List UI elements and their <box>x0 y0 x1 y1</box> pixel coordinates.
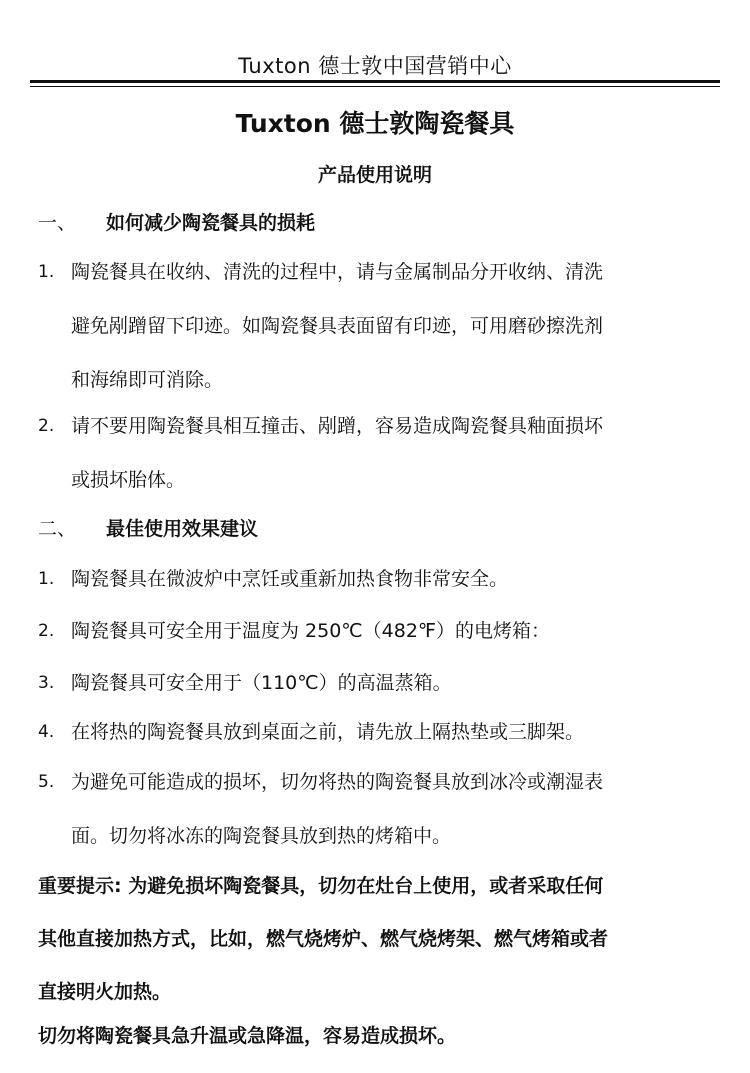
notice-line: 其他直接加热方式，比如，燃气烧烤炉、燃气烧烤架、燃气烤箱或者 <box>38 928 609 950</box>
header-rule-thick <box>30 80 720 83</box>
item-text <box>71 769 720 849</box>
warning-line: 切勿将陶瓷餐具急升温或急降温，容易造成损坏。 <box>38 1025 457 1047</box>
header-rule-thin <box>30 86 720 87</box>
important-notice <box>38 873 720 1005</box>
item-text <box>71 413 720 493</box>
final-warning <box>38 1023 720 1049</box>
item-text <box>71 618 720 644</box>
item-line: 陶瓷餐具可安全用于温度为 250℃（482℉）的电烤箱： <box>71 620 550 642</box>
document-title: Tuxton 德士敦陶瓷餐具 <box>235 109 515 138</box>
item-line: 在将热的陶瓷餐具放到桌面之前，请先放上隔热垫或三脚架。 <box>71 721 585 743</box>
item-line: 和海绵即可消除。 <box>71 369 224 391</box>
notice-line: 直接明火加热。 <box>38 981 172 1003</box>
section-title: 如何减少陶瓷餐具的损耗 <box>106 212 316 234</box>
item-text <box>71 719 720 745</box>
item-line: 面。切勿将冰冻的陶瓷餐具放到热的烤箱中。 <box>71 825 452 847</box>
item-number: 2. <box>38 621 55 641</box>
notice-line: 重要提示: 为避免损坏陶瓷餐具，切勿在灶台上使用，或者采取任何 <box>38 875 604 897</box>
item-line: 陶瓷餐具在微波炉中烹饪或重新加热食物非常安全。 <box>71 568 509 590</box>
section-title: 最佳使用效果建议 <box>106 518 259 540</box>
item-text <box>71 670 720 696</box>
item-number: 1. <box>38 569 55 589</box>
item-line: 避免剐蹭留下印迹。如陶瓷餐具表面留有印迹，可用磨砂擦洗剂 <box>71 315 604 337</box>
item-text <box>71 259 720 393</box>
document-subtitle: 产品使用说明 <box>317 164 432 186</box>
item-text <box>71 566 720 592</box>
item-line: 陶瓷餐具可安全用于（110℃）的高温蒸箱。 <box>71 672 452 694</box>
section-number: 二、 <box>38 518 77 540</box>
page-header: Tuxton 德士敦中国营销中心 <box>238 54 512 78</box>
item-line: 请不要用陶瓷餐具相互撞击、剐蹭，容易造成陶瓷餐具釉面损坏 <box>71 415 604 437</box>
item-line: 为避免可能造成的损坏，切勿将热的陶瓷餐具放到冰冷或潮湿表 <box>71 771 604 793</box>
item-number: 4. <box>38 722 55 742</box>
section-number: 一、 <box>38 212 77 234</box>
item-line: 陶瓷餐具在收纳、清洗的过程中，请与金属制品分开收纳、清洗 <box>71 261 604 283</box>
item-line: 或损坏胎体。 <box>71 469 186 491</box>
item-number: 1. <box>38 262 55 282</box>
item-number: 5. <box>38 772 55 792</box>
item-number: 2. <box>38 416 55 436</box>
item-number: 3. <box>38 673 55 693</box>
